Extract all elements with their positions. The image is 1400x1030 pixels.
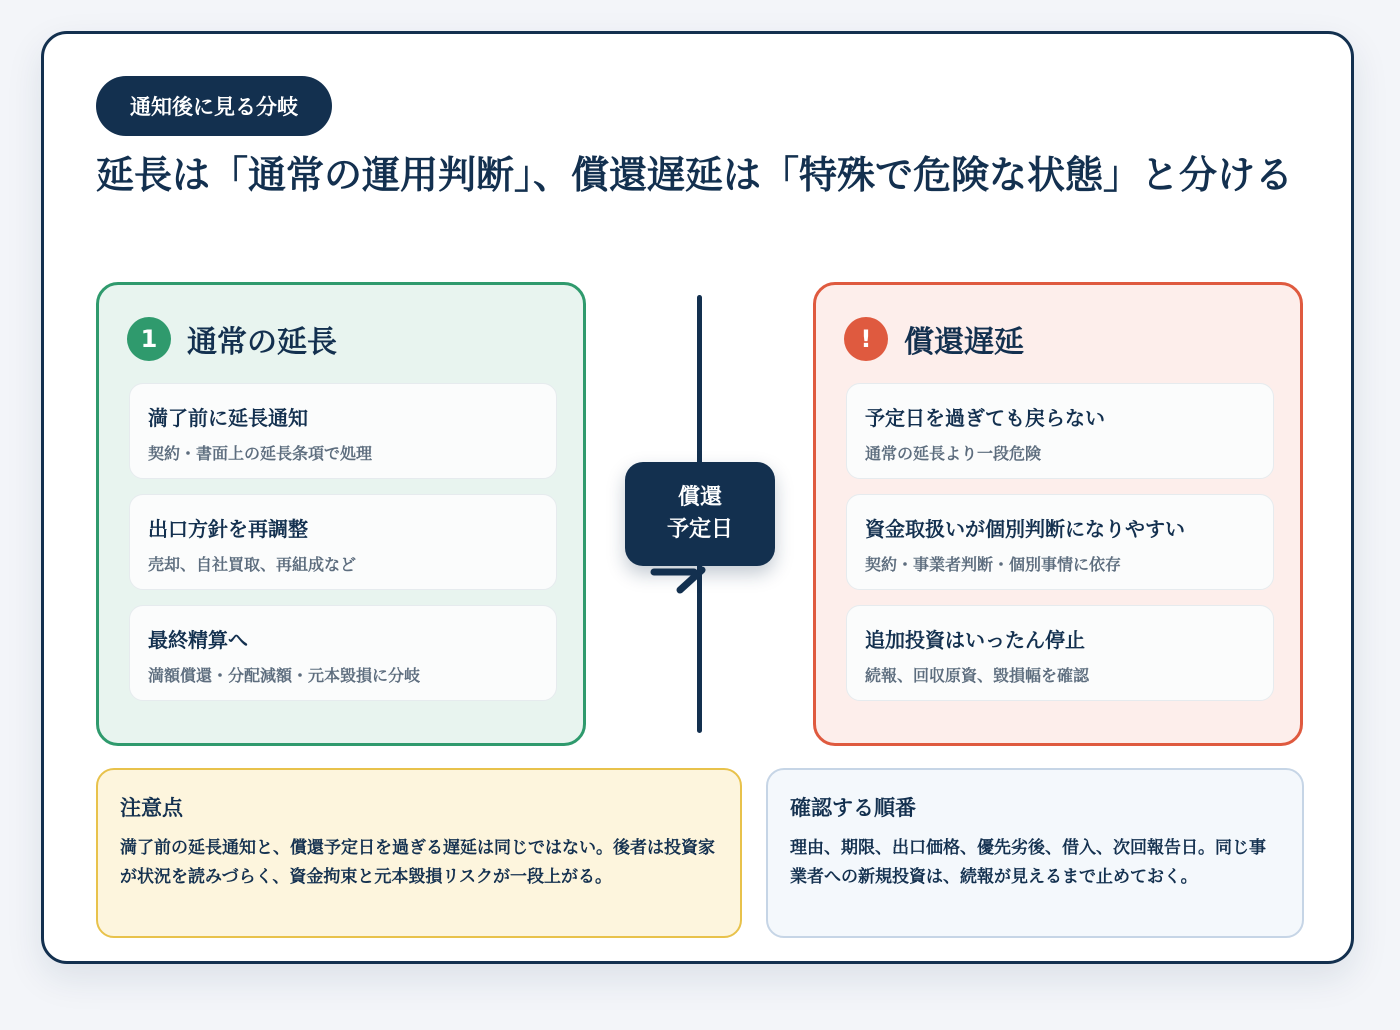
item-description: 続報、回収原資、毀損幅を確認 [865,666,1090,685]
note-text: 満了前の延長通知と、償還予定日を過ぎる遅延は同じではない。後者は投資家が状況を読みづらく、資金拘束と元本毀損リスクが一段上がる。 [120,838,715,887]
page-title: 延長は「通常の運用判断」、償還遅延は「特殊で危険な状態」と分ける [96,153,1294,197]
item-description: 売却、自社買取、再組成など [148,555,357,574]
item-title: 最終精算へ [148,628,248,652]
list-item [846,383,1274,479]
arrow-right-icon [650,560,710,596]
note-title: 確認する順番 [790,796,916,820]
panel-header [844,317,1024,361]
panel-title: 償還遅延 [904,325,1024,360]
item-description: 通常の延長より一段危険 [865,444,1042,463]
item-title: 資金取扱いが個別判断になりやすい [865,517,1185,541]
normal-extension-panel [96,282,586,746]
maturity-date-box [625,462,775,566]
panel-header [127,317,337,361]
note-text: 理由、期限、出口価格、優先劣後、借入、次回報告日。同じ事業者への新規投資は、続報が見えるまで止めておく。 [790,838,1266,887]
caution-note [96,768,742,938]
item-description: 満額償還・分配減額・元本毀損に分岐 [148,666,421,685]
list-item [846,605,1274,701]
list-item [129,605,557,701]
step-number-badge: 1 [127,317,171,361]
list-item [846,494,1274,590]
item-title: 予定日を過ぎても戻らない [865,406,1105,430]
section-tag: 通知後に見る分岐 [96,76,332,136]
warning-icon: ! [844,317,888,361]
center-label-line2: 予定日 [666,517,733,542]
item-title: 満了前に延長通知 [148,406,308,430]
item-title: 追加投資はいったん停止 [865,628,1085,652]
check-order-note [766,768,1304,938]
item-description: 契約・事業者判断・個別事情に依存 [865,555,1122,574]
list-item [129,494,557,590]
center-label-line1: 償還 [677,485,722,510]
note-title: 注意点 [120,796,183,820]
item-title: 出口方針を再調整 [148,517,308,541]
item-description: 契約・書面上の延長条項で処理 [148,444,373,463]
list-item [129,383,557,479]
repayment-delay-panel [813,282,1303,746]
panel-title: 通常の延長 [187,325,337,360]
